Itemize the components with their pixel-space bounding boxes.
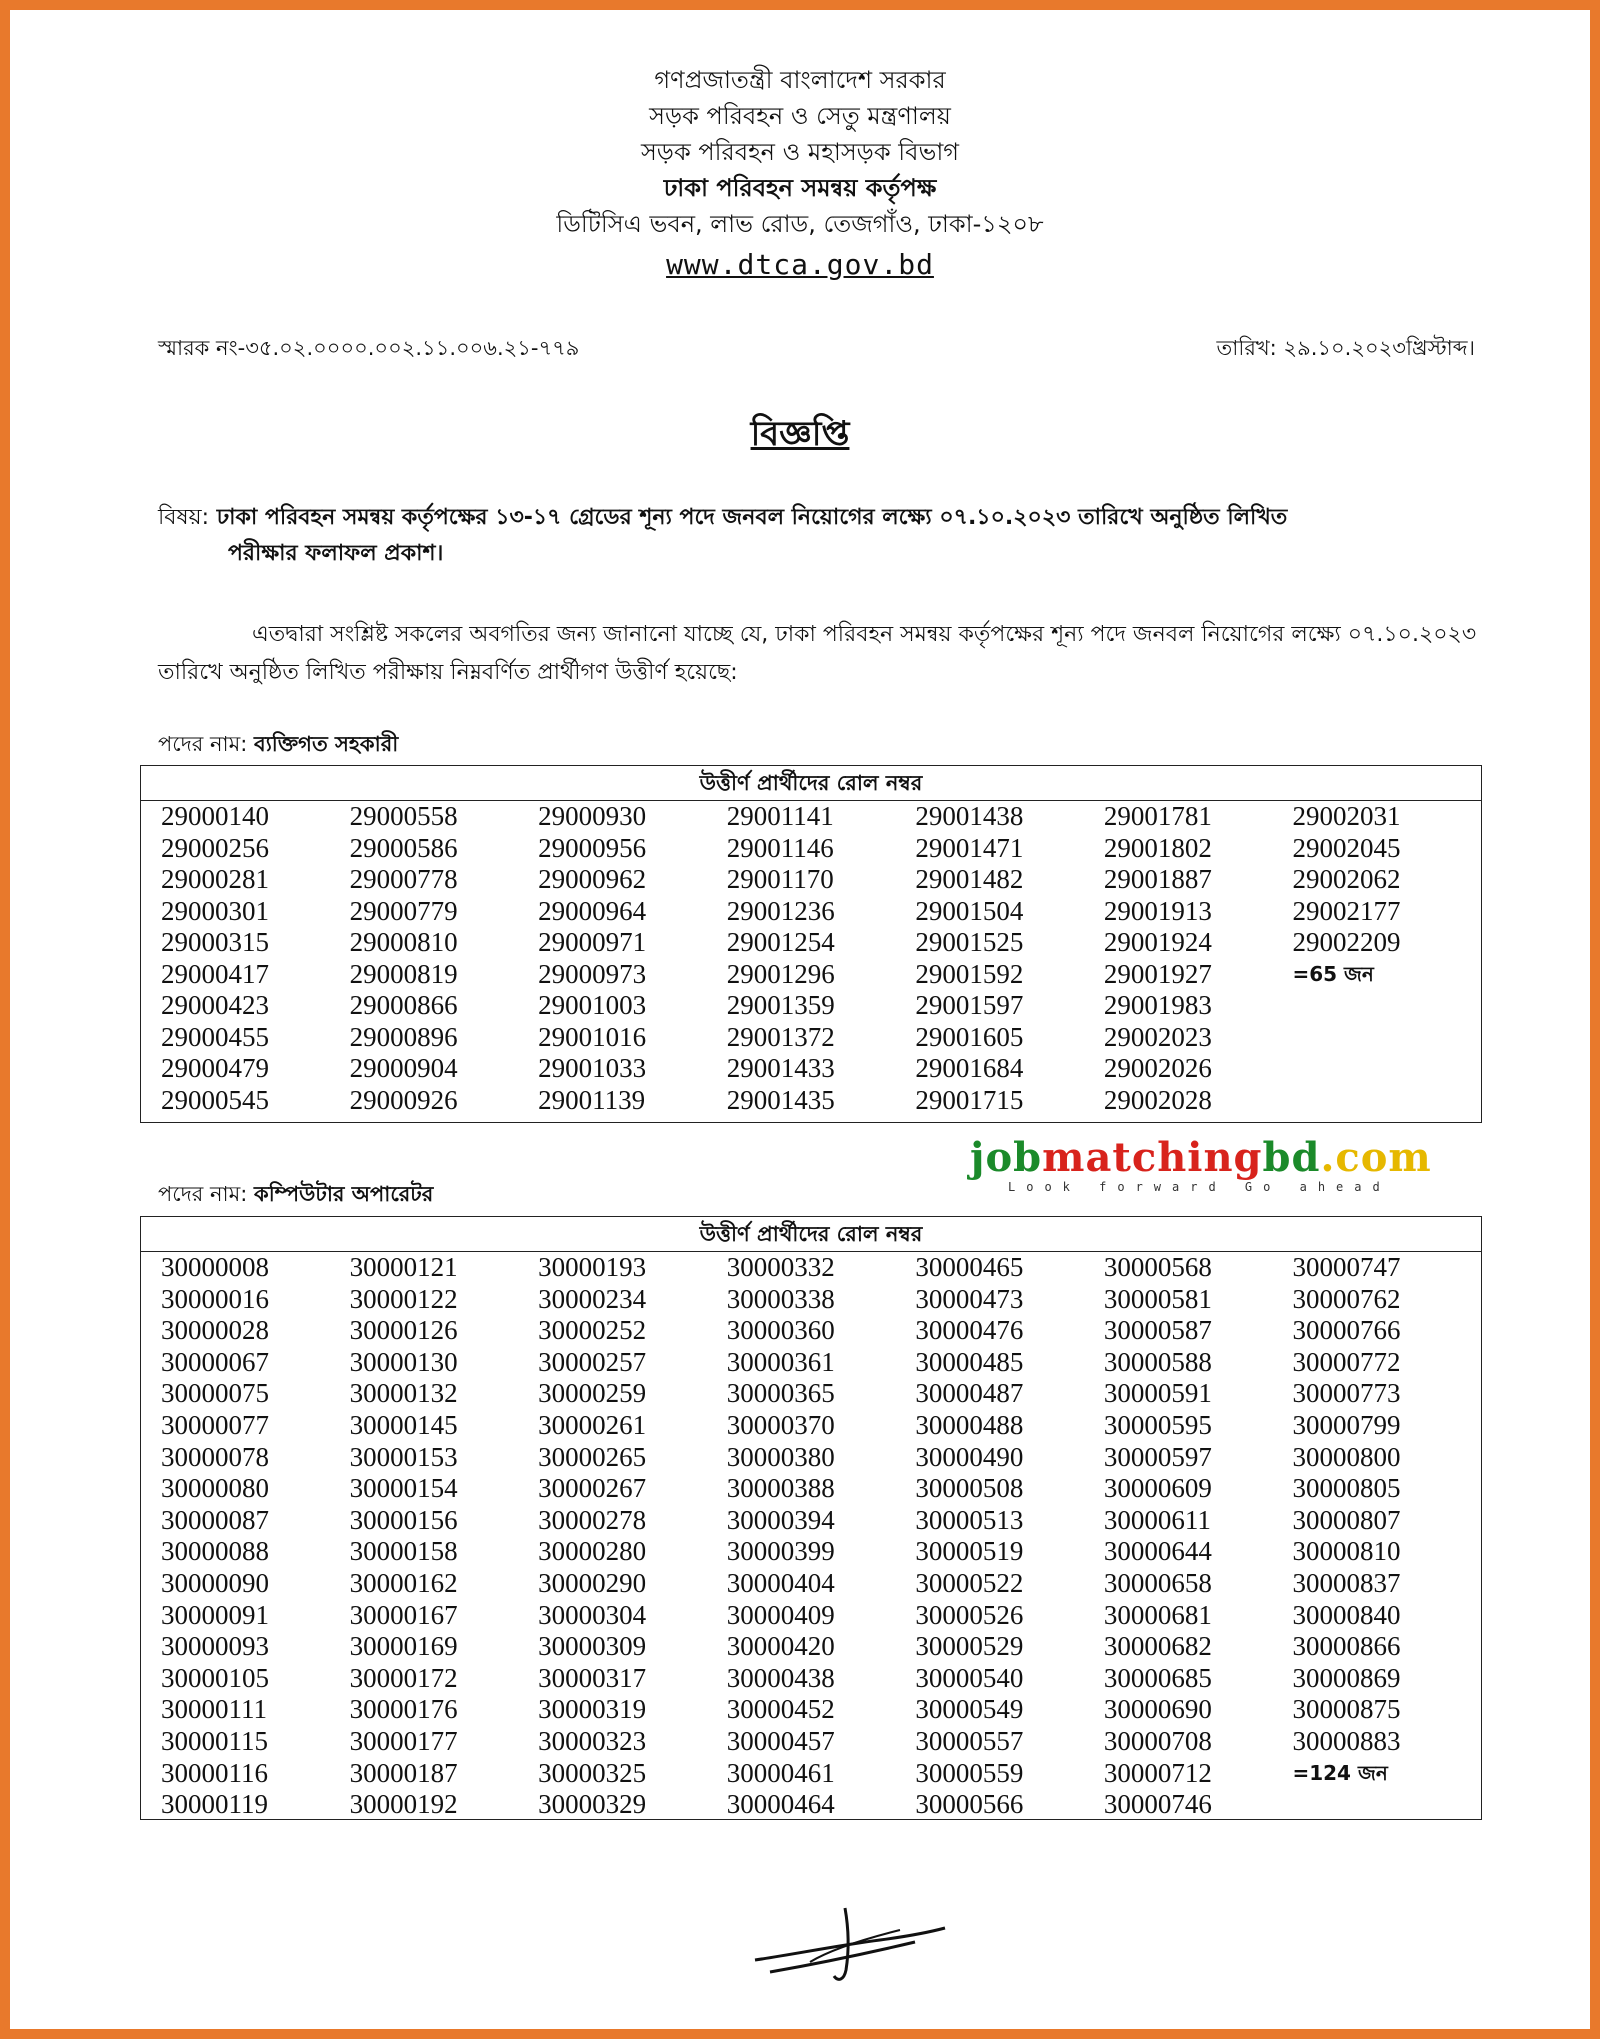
roll-number: 29002023 [1103,1021,1212,1052]
subject-text-continued: পরীক্ষার ফলাফল প্রকাশ। [228,541,444,566]
roll-number: 30000712 [1103,1757,1212,1788]
roll-number: 29001592 [915,958,1024,989]
roll-number: 30000169 [349,1631,458,1662]
roll-number: 29000930 [538,801,647,831]
roll-number: 29000810 [349,927,458,957]
roll-number: 29001684 [915,1053,1024,1083]
roll-number: 30000093 [161,1631,269,1662]
roll-number: 30000192 [349,1789,458,1820]
roll-number: 30000309 [538,1631,647,1662]
roll-number: 29001715 [915,1084,1024,1115]
roll-number: 30000172 [349,1662,458,1693]
roll-number: 30000772 [1292,1346,1401,1377]
roll-number: 30000566 [915,1789,1024,1820]
header-authority: ঢাকা পরিবহন সমন্বয় কর্তৃপক্ষ [663,174,937,202]
roll-number: 30000087 [161,1504,269,1535]
roll-number: 30000487 [915,1378,1024,1409]
roll-number: 29001438 [915,801,1024,831]
roll-number: 30000568 [1103,1252,1212,1282]
roll-number: 30000257 [538,1346,647,1377]
roll-number: 30000557 [915,1725,1024,1756]
post-label: পদের নাম: [158,732,248,756]
roll-number: 30000404 [726,1567,835,1598]
roll-number: 30000158 [349,1536,458,1567]
roll-number: 29000962 [538,864,647,894]
watermark-part: bd [1262,1134,1321,1181]
roll-number: 29000866 [349,990,458,1020]
roll-number: 29001913 [1103,895,1212,926]
roll-number: 29000417 [161,958,269,989]
roll-number: 29001139 [538,1084,646,1115]
subject-label: বিষয়: [158,505,210,530]
roll-number: 29001435 [726,1084,835,1115]
roll-number: 29001033 [538,1053,647,1083]
candidate-count: =65 জন [1292,961,1374,986]
roll-number: 29000256 [161,832,269,863]
roll-number: 30000329 [538,1789,647,1820]
roll-number: 30000154 [349,1473,458,1504]
roll-number: 29000140 [161,801,269,831]
roll-number: 29001003 [538,990,647,1020]
roll-number: 30000370 [726,1409,835,1440]
roll-number: 30000800 [1292,1441,1401,1472]
roll-number: 30000526 [915,1599,1024,1630]
roll-number: 29001170 [726,864,834,894]
roll-number: 29000896 [349,1021,458,1052]
memo-number: স্মারক নং-৩৫.০২.০০০০.০০২.১১.০০৬.২১-৭৭৯ [158,336,580,360]
roll-number: 29001141 [726,801,834,831]
roll-number: 30000028 [161,1315,269,1346]
roll-number: 30000361 [726,1346,835,1377]
roll-number: 30000325 [538,1757,647,1788]
roll-number: 30000304 [538,1599,647,1630]
roll-number: 30000187 [349,1757,458,1788]
roll-number: 30000111 [161,1694,267,1725]
roll-number: 30000119 [161,1789,268,1820]
roll-number: 29001504 [915,895,1024,926]
roll-number: 29000455 [161,1021,269,1052]
roll-number: 30000280 [538,1536,647,1567]
roll-number: 29001927 [1103,958,1212,989]
roll-number: 29000778 [349,864,458,894]
notice-subject [158,500,1488,572]
roll-number: 30000105 [161,1662,269,1693]
watermark-logo [970,1136,1490,1194]
roll-number: 30000080 [161,1473,269,1504]
table-header: উত্তীর্ণ প্রার্থীদের রোল নম্বর [141,766,1481,801]
post-name: কম্পিউটার অপারেটর [254,1182,434,1206]
roll-number: 29000558 [349,801,458,831]
roll-number: 29001236 [726,895,835,926]
roll-number: 30000360 [726,1315,835,1346]
roll-number: 30000840 [1292,1599,1401,1630]
roll-column [915,1252,1104,1821]
roll-number: 30000122 [349,1283,458,1314]
roll-number: 29001471 [915,832,1024,863]
signature-icon [750,1900,950,1990]
roll-number: 30000529 [915,1631,1024,1662]
roll-number: 29000315 [161,927,269,957]
roll-number: 30000090 [161,1567,269,1598]
roll-number: 30000380 [726,1441,835,1472]
roll-column [915,801,1104,1116]
roll-number: 29000586 [349,832,458,863]
roll-number: 29001924 [1103,927,1212,957]
roll-number: 30000549 [915,1694,1024,1725]
watermark-tagline: Look forward Go ahead [1008,1180,1391,1194]
post-title-2 [158,1178,433,1213]
roll-number: 30000252 [538,1315,647,1346]
roll-number: 30000611 [1103,1504,1211,1535]
roll-number: 30000799 [1292,1409,1401,1440]
roll-number: 30000290 [538,1567,647,1598]
roll-number: 30000837 [1292,1567,1401,1598]
roll-number: 30000587 [1103,1315,1212,1346]
roll-number: 29001802 [1103,832,1212,863]
roll-number: 30000559 [915,1757,1024,1788]
roll-number: 29001525 [915,927,1024,957]
roll-number: 30000875 [1292,1694,1401,1725]
roll-number: 30000115 [161,1725,268,1756]
roll-number: 29000281 [161,864,269,894]
roll-column [350,1252,539,1821]
roll-number: 29000479 [161,1053,269,1083]
post-label: পদের নাম: [158,1182,248,1206]
roll-number: 30000522 [915,1567,1024,1598]
roll-number: 29000964 [538,895,647,926]
roll-number: 29000904 [349,1053,458,1083]
roll-number: 30000658 [1103,1567,1212,1598]
roll-number: 29000956 [538,832,647,863]
watermark-part: .com [1320,1134,1432,1181]
roll-number: 30000088 [161,1536,269,1567]
roll-number: 30000708 [1103,1725,1212,1756]
roll-number: 30000588 [1103,1346,1212,1377]
roll-number: 30000519 [915,1536,1024,1567]
roll-number: 30000807 [1292,1504,1401,1535]
roll-number: 30000126 [349,1315,458,1346]
roll-number: 29001359 [726,990,835,1020]
roll-number: 30000388 [726,1473,835,1504]
roll-number: 30000409 [726,1599,835,1630]
roll-number: 30000121 [349,1252,458,1282]
roll-number: 30000597 [1103,1441,1212,1472]
roll-number: 29002045 [1292,832,1401,863]
header-division: সড়ক পরিবহন ও মহাসড়ক বিভাগ [640,138,960,166]
roll-number: 30000078 [161,1441,269,1472]
roll-column [727,1252,916,1821]
roll-number: 30000461 [726,1757,835,1788]
roll-number: 30000866 [1292,1631,1401,1662]
roll-number: 30000162 [349,1567,458,1598]
roll-number: 29001146 [726,832,834,863]
roll-number: 30000323 [538,1725,647,1756]
memo-date: তারিখ: ২৯.১০.২০২৩খ্রিস্টাব্দ। [1216,336,1475,360]
post-name: ব্যক্তিগত সহকারী [254,732,399,756]
roll-number: 30000267 [538,1473,647,1504]
roll-number: 30000540 [915,1662,1024,1693]
roll-number: 30000869 [1292,1662,1401,1693]
roll-number: 29002028 [1103,1084,1212,1115]
roll-number: 29001296 [726,958,835,989]
roll-number: 30000317 [538,1662,647,1693]
roll-number: 30000762 [1292,1283,1401,1314]
roll-number: 29002062 [1292,864,1401,894]
roll-number: 30000609 [1103,1473,1212,1504]
roll-number: 30000091 [161,1599,269,1630]
roll-number: 30000595 [1103,1409,1212,1440]
roll-number: 29000779 [349,895,458,926]
roll-number: 30000365 [726,1378,835,1409]
roll-number: 30000485 [915,1346,1024,1377]
roll-number: 30000259 [538,1378,647,1409]
roll-number: 30000008 [161,1252,269,1282]
roll-column [1292,801,1481,1116]
roll-column [538,801,727,1116]
roll-column [161,801,350,1116]
roll-number: 30000234 [538,1283,647,1314]
header-website[interactable]: www.dtca.gov.bd [666,248,934,281]
roll-number: 30000457 [726,1725,835,1756]
header-ministry: সড়ক পরিবহন ও সেতু মন্ত্রণালয় [649,102,951,130]
roll-column [1104,1252,1293,1821]
roll-number: 30000747 [1292,1252,1401,1282]
roll-number: 30000473 [915,1283,1024,1314]
document-page [10,10,1590,2029]
roll-number: 29002177 [1292,895,1401,926]
roll-number: 29002031 [1292,801,1401,831]
roll-table-personal-assistant [140,765,1482,1123]
roll-number: 30000420 [726,1631,835,1662]
roll-number: 29000545 [161,1084,269,1115]
notice-title: বিজ্ঞপ্তি [750,414,850,454]
roll-number: 30000319 [538,1694,647,1725]
roll-number: 30000399 [726,1536,835,1567]
roll-number: 30000145 [349,1409,458,1440]
roll-number: 30000690 [1103,1694,1212,1725]
roll-number: 30000130 [349,1346,458,1377]
roll-column [350,801,539,1116]
roll-grid [141,801,1481,1116]
roll-number: 29001372 [726,1021,835,1052]
roll-number: 29001781 [1103,801,1212,831]
roll-number: 30000591 [1103,1378,1212,1409]
roll-number: 30000488 [915,1409,1024,1440]
roll-column [1104,801,1293,1116]
roll-number: 30000016 [161,1283,269,1314]
roll-number: 30000193 [538,1252,647,1282]
roll-number: 30000883 [1292,1725,1401,1756]
roll-number: 29001254 [726,927,835,957]
roll-column [538,1252,727,1821]
roll-number: 30000332 [726,1252,835,1282]
header-address: ডিটিসিএ ভবন, লাভ রোড, তেজগাঁও, ঢাকা-১২০৮ [556,210,1044,238]
roll-number: 29001482 [915,864,1024,894]
roll-number: 29001597 [915,990,1024,1020]
roll-number: 30000644 [1103,1536,1212,1567]
roll-number: 29000423 [161,990,269,1020]
post-title-1 [158,728,398,763]
roll-number: 29001887 [1103,864,1212,894]
roll-number: 30000153 [349,1441,458,1472]
roll-column [727,801,916,1116]
roll-number: 30000067 [161,1346,269,1377]
watermark-part: matching [1042,1134,1263,1181]
table-header: উত্তীর্ণ প্রার্থীদের রোল নম্বর [141,1217,1481,1252]
roll-number: 30000508 [915,1473,1024,1504]
roll-grid [141,1252,1481,1821]
roll-number: 30000156 [349,1504,458,1535]
roll-number: 30000438 [726,1662,835,1693]
roll-number: 30000177 [349,1725,458,1756]
roll-number: 30000681 [1103,1599,1212,1630]
roll-number: 30000490 [915,1441,1024,1472]
roll-number: 30000682 [1103,1631,1212,1662]
roll-number: 30000338 [726,1283,835,1314]
roll-number: 30000581 [1103,1283,1212,1314]
roll-number: 30000513 [915,1504,1024,1535]
roll-column [161,1252,350,1821]
roll-number: 30000465 [915,1252,1024,1282]
roll-number: 30000132 [349,1378,458,1409]
roll-number: 29001433 [726,1053,835,1083]
roll-number: 29000971 [538,927,647,957]
roll-number: 30000075 [161,1378,269,1409]
roll-column [1292,1252,1481,1821]
roll-number: 30000116 [161,1757,268,1788]
roll-number: 29002026 [1103,1053,1212,1083]
roll-number: 29000926 [349,1084,458,1115]
subject-text: ঢাকা পরিবহন সমন্বয় কর্তৃপক্ষের ১৩-১৭ গ্রেডের শূন্য পদে জনবল নিয়োগের লক্ষ্যে ০৭.১০.২০২৩ তারিখে অনুষ্ঠিত লিখিত [216,505,1288,530]
roll-number: 30000167 [349,1599,458,1630]
candidate-count: =124 জন [1292,1760,1388,1785]
roll-number: 29001605 [915,1021,1024,1052]
roll-number: 30000265 [538,1441,647,1472]
roll-number: 29000819 [349,958,458,989]
roll-number: 29001983 [1103,990,1212,1020]
roll-number: 30000464 [726,1789,835,1820]
roll-number: 30000805 [1292,1473,1401,1504]
roll-number: 29002209 [1292,927,1401,957]
roll-number: 29000301 [161,895,269,926]
roll-number: 30000077 [161,1409,269,1440]
roll-number: 30000261 [538,1409,647,1440]
roll-number: 30000278 [538,1504,647,1535]
roll-number: 30000685 [1103,1662,1212,1693]
roll-number: 30000394 [726,1504,835,1535]
roll-number: 30000766 [1292,1315,1401,1346]
roll-number: 30000810 [1292,1536,1401,1567]
roll-table-computer-operator [140,1216,1482,1820]
roll-number: 30000773 [1292,1378,1401,1409]
roll-number: 30000176 [349,1694,458,1725]
watermark-part: job [970,1134,1043,1181]
letterhead [10,62,1590,281]
roll-number: 30000476 [915,1315,1024,1346]
header-government: গণপ্রজাতন্ত্রী বাংলাদেশ সরকার [654,66,946,94]
notice-body: এতদ্বারা সংশ্লিষ্ট সকলের অবগতির জন্য জানানো যাচ্ছে যে, ঢাকা পরিবহন সমন্বয় কর্তৃপক্ষের শূন্য পদে জনবল নিয়োগের লক্ষ্যে ০৭.১০.২০২৩ তারিখে অনুষ্ঠিত লিখিত পরীক্ষায় নিম্নবর্ণিত প্রার্থীগণ উত্তীর্ণ হয়েছে: [158,622,1477,685]
roll-number: 29001016 [538,1021,647,1052]
roll-number: 30000452 [726,1694,835,1725]
roll-number: 29000973 [538,958,647,989]
roll-number: 30000746 [1103,1789,1212,1820]
